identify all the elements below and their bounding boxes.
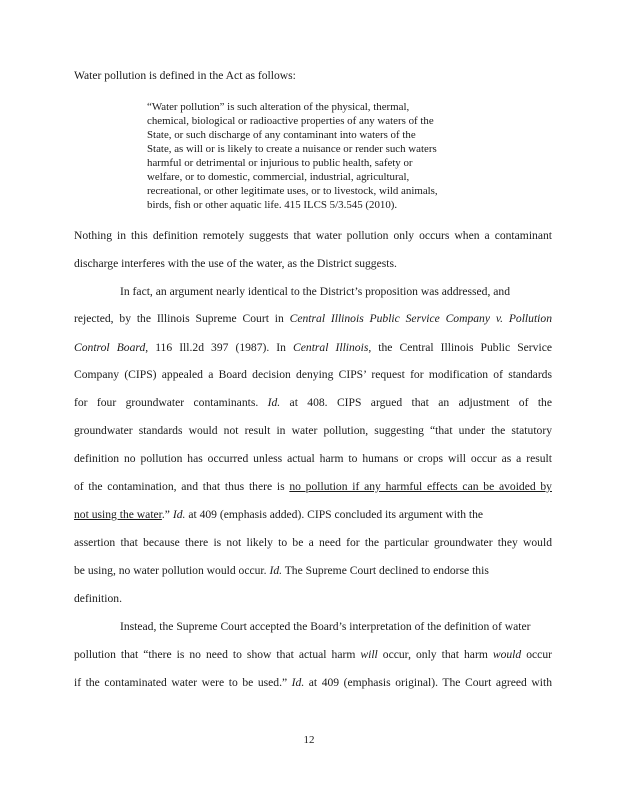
text-line: [74, 508, 552, 522]
text-line: Nothing in this definition remotely suggests that water pollution only occurs when a contaminant: [74, 229, 552, 242]
text-run: if the contaminated water were to be used.”: [74, 676, 292, 689]
text-run: .”: [161, 508, 173, 521]
text-line: [74, 676, 552, 690]
id-citation: Id.: [172, 508, 186, 521]
page-number: 12: [303, 734, 315, 746]
quote-line: chemical, biological or radioactive properties of any waters of the: [147, 115, 434, 127]
text-line: groundwater standards would not result in water pollution, suggesting “that under the statutory: [74, 424, 552, 437]
id-citation: Id.: [269, 564, 283, 577]
text-run: at 408. CIPS argued that an adjustment of the: [280, 396, 552, 409]
text-run: at 409 (emphasis original). The Court agreed with: [304, 676, 552, 689]
quote-line: State, as will or is likely to create a nuisance or render such waters: [147, 143, 437, 155]
text-line: [74, 341, 552, 355]
text-run: occur, only that harm: [377, 648, 493, 661]
text-line: [74, 648, 552, 662]
emphasized-text: not using the water: [74, 508, 162, 521]
intro-text: Water pollution is defined in the Act as follows:: [74, 69, 296, 82]
text-run: of the contamination, and that thus there is: [74, 480, 290, 493]
text-run: rejected, by the Illinois Supreme Court in: [74, 312, 290, 325]
text-line: [74, 564, 552, 578]
text-run: occur: [521, 648, 552, 661]
emphasized-word: would: [492, 648, 522, 661]
text-run: , 116 Ill.2d 397 (1987). In: [145, 341, 294, 354]
case-short-name: Central Illinois: [293, 341, 369, 354]
id-citation: Id.: [267, 396, 281, 409]
text-line: discharge interferes with the use of the water, as the District suggests.: [74, 257, 397, 270]
quote-line: recreational, or other legitimate uses, or to livestock, wild animals,: [147, 185, 438, 197]
text-line: [74, 312, 552, 326]
quote-line: welfare, or to domestic, commercial, industrial, agricultural,: [147, 171, 410, 183]
text-run: for four groundwater contaminants.: [74, 396, 268, 409]
text-line: Instead, the Supreme Court accepted the Board’s interpretation of the definition of water: [120, 620, 531, 633]
text-run: pollution that “there is no need to show that actual harm: [74, 648, 361, 661]
quote-line: “Water pollution” is such alteration of the physical, thermal,: [147, 101, 410, 113]
text-line: [74, 396, 552, 410]
text-line: definition.: [74, 592, 122, 605]
quote-line: birds, fish or other aquatic life. 415 ILCS 5/3.545 (2010).: [147, 199, 398, 211]
quote-line: State, or such discharge of any contaminant into waters of the: [147, 129, 416, 141]
text-run: at 409 (emphasis added). CIPS concluded its argument with the: [185, 508, 484, 521]
text-line: assertion that because there is not likely to be a need for the particular groundwater they would: [74, 536, 552, 549]
case-citation: Control Board: [74, 341, 146, 354]
emphasized-word: will: [360, 648, 378, 661]
emphasized-text: no pollution if any harmful effects can be avoided by: [289, 480, 552, 493]
id-citation: Id.: [291, 676, 305, 689]
text-run: , the Central Illinois Public Service: [368, 341, 552, 354]
text-line: [74, 480, 552, 494]
text-line: In fact, an argument nearly identical to the District’s proposition was addressed, and: [120, 285, 510, 298]
quote-line: harmful or detrimental or injurious to public health, safety or: [147, 157, 413, 169]
text-line: definition no pollution has occurred unless actual harm to humans or crops will occur as a result: [74, 452, 552, 465]
text-run: be using, no water pollution would occur.: [74, 564, 270, 577]
text-run: The Supreme Court declined to endorse this: [282, 564, 489, 577]
case-citation: Central Illinois Public Service Company v. Pollution: [289, 312, 552, 325]
text-line: Company (CIPS) appealed a Board decision denying CIPS’ request for modification of standards: [74, 368, 552, 381]
